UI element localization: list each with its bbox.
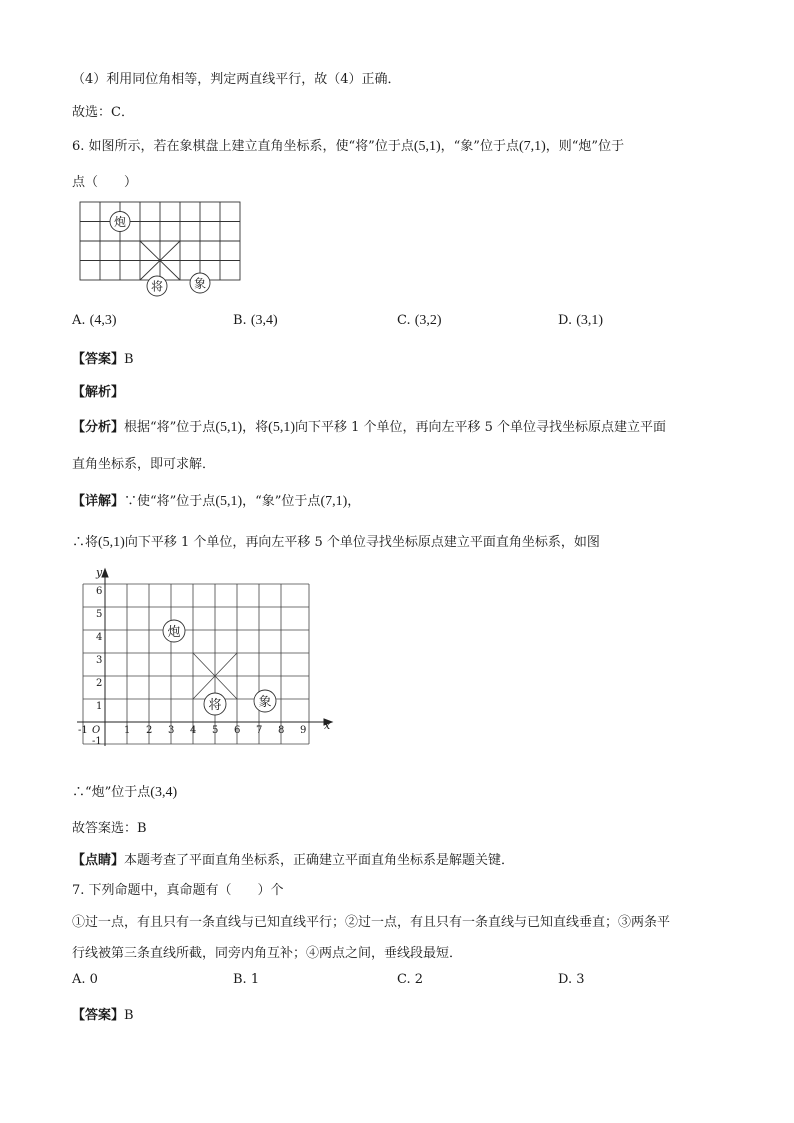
svg-text:象: 象: [193, 276, 207, 291]
answer-6: 【答案】B: [72, 352, 134, 367]
piece-xiang: [190, 273, 210, 293]
origin-label: O: [92, 725, 101, 736]
q7-option-c: C. 2: [397, 972, 424, 987]
svg-text:-1: -1: [92, 736, 102, 747]
piece-jiang: [147, 276, 167, 296]
svg-text:2: 2: [146, 725, 153, 736]
question-7-body: ①过一点，有且只有一条直线与已知直线平行；②过一点，有且只有一条直线与已知直线垂直；③两条平: [72, 915, 671, 930]
q7-option-b: B. 1: [233, 972, 260, 987]
svg-text:9: 9: [300, 725, 307, 736]
comment-line: 【点睛】本题考查了平面直角坐标系，正确建立平面直角坐标系是解题关键．: [72, 853, 515, 868]
q7-option-a: A. 0: [72, 972, 98, 987]
coord-piece-jiang: [204, 693, 226, 715]
svg-text:8: 8: [278, 725, 285, 736]
svg-text:3: 3: [168, 725, 175, 736]
coordinate-grid: [83, 584, 309, 744]
final-answer-6: 故答案选：B: [72, 821, 147, 836]
x-axis-label: x: [324, 719, 331, 732]
therefore-line: ∴将(5,1)向下平移 1 个单位，再向左平移 5 个单位寻找坐标原点建立平面直角坐标系，如图: [72, 535, 600, 550]
q7-option-d: D. 3: [558, 972, 585, 987]
chess-board-figure: [80, 200, 240, 295]
svg-text:2: 2: [96, 678, 103, 689]
svg-text:1: 1: [96, 701, 103, 712]
svg-text:1: 1: [124, 725, 131, 736]
coordinate-figure: [72, 566, 342, 756]
board-grid: [80, 202, 240, 280]
y-tick-labels: [92, 586, 102, 747]
svg-text:3: 3: [96, 655, 103, 666]
analysis-heading: 【解析】: [72, 385, 125, 400]
svg-text:炮: 炮: [113, 215, 127, 229]
svg-text:7: 7: [256, 725, 263, 736]
coord-piece-pao: [163, 620, 185, 642]
question-7-body-cont: 行线被第三条直线所截，同旁内角互补；④两点之间，垂线段最短．: [72, 946, 463, 961]
svg-text:炮: 炮: [167, 625, 181, 640]
svg-text:5: 5: [96, 609, 103, 620]
axes: [77, 569, 332, 746]
svg-text:将: 将: [208, 698, 222, 713]
analysis-text-cont: 直角坐标系，即可求解．: [72, 457, 216, 472]
result-line: ∴“炮”位于点(3,4): [72, 785, 178, 800]
svg-text:将: 将: [150, 279, 164, 294]
option-c: C. (3,2): [397, 313, 442, 328]
option-b: B. (3,4): [233, 313, 278, 328]
svg-text:6: 6: [234, 725, 241, 736]
question-6-stem-cont: 点（ ）: [72, 175, 138, 190]
question-7-stem: 7. 下列命题中，真命题有（ ）个: [72, 883, 284, 898]
analysis-text: 【分析】根据“将”位于点(5,1)，将(5,1)向下平移 1 个单位，再向左平移 5 个单位寻找坐标原点建立平面: [72, 420, 667, 435]
svg-text:4: 4: [190, 725, 197, 736]
svg-text:6: 6: [96, 586, 103, 597]
svg-text:4: 4: [96, 632, 103, 643]
coord-piece-xiang: [254, 690, 276, 712]
svg-text:-1: -1: [78, 725, 88, 736]
answer-7: 【答案】B: [72, 1008, 134, 1023]
y-axis-arrow: [102, 569, 108, 577]
prev-solution-line: （4）利用同位角相等，判定两直线平行，故（4）正确．: [72, 72, 401, 87]
svg-text:象: 象: [258, 695, 272, 710]
question-6-stem: 6. 如图所示，若在象棋盘上建立直角坐标系，使“将”位于点(5,1)，“象”位于点(7,1)，则“炮”位于: [72, 139, 625, 154]
option-d: D. (3,1): [558, 313, 604, 328]
piece-pao: [110, 212, 130, 232]
prev-answer-line: 故选：C．: [72, 105, 134, 120]
x-tick-labels: [78, 725, 306, 736]
option-a: A. (4,3): [72, 313, 117, 328]
svg-text:5: 5: [212, 725, 219, 736]
y-axis-label: y: [96, 566, 103, 579]
detail-text: 【详解】∵使“将”位于点(5,1)，“象”位于点(7,1)，: [72, 494, 361, 509]
